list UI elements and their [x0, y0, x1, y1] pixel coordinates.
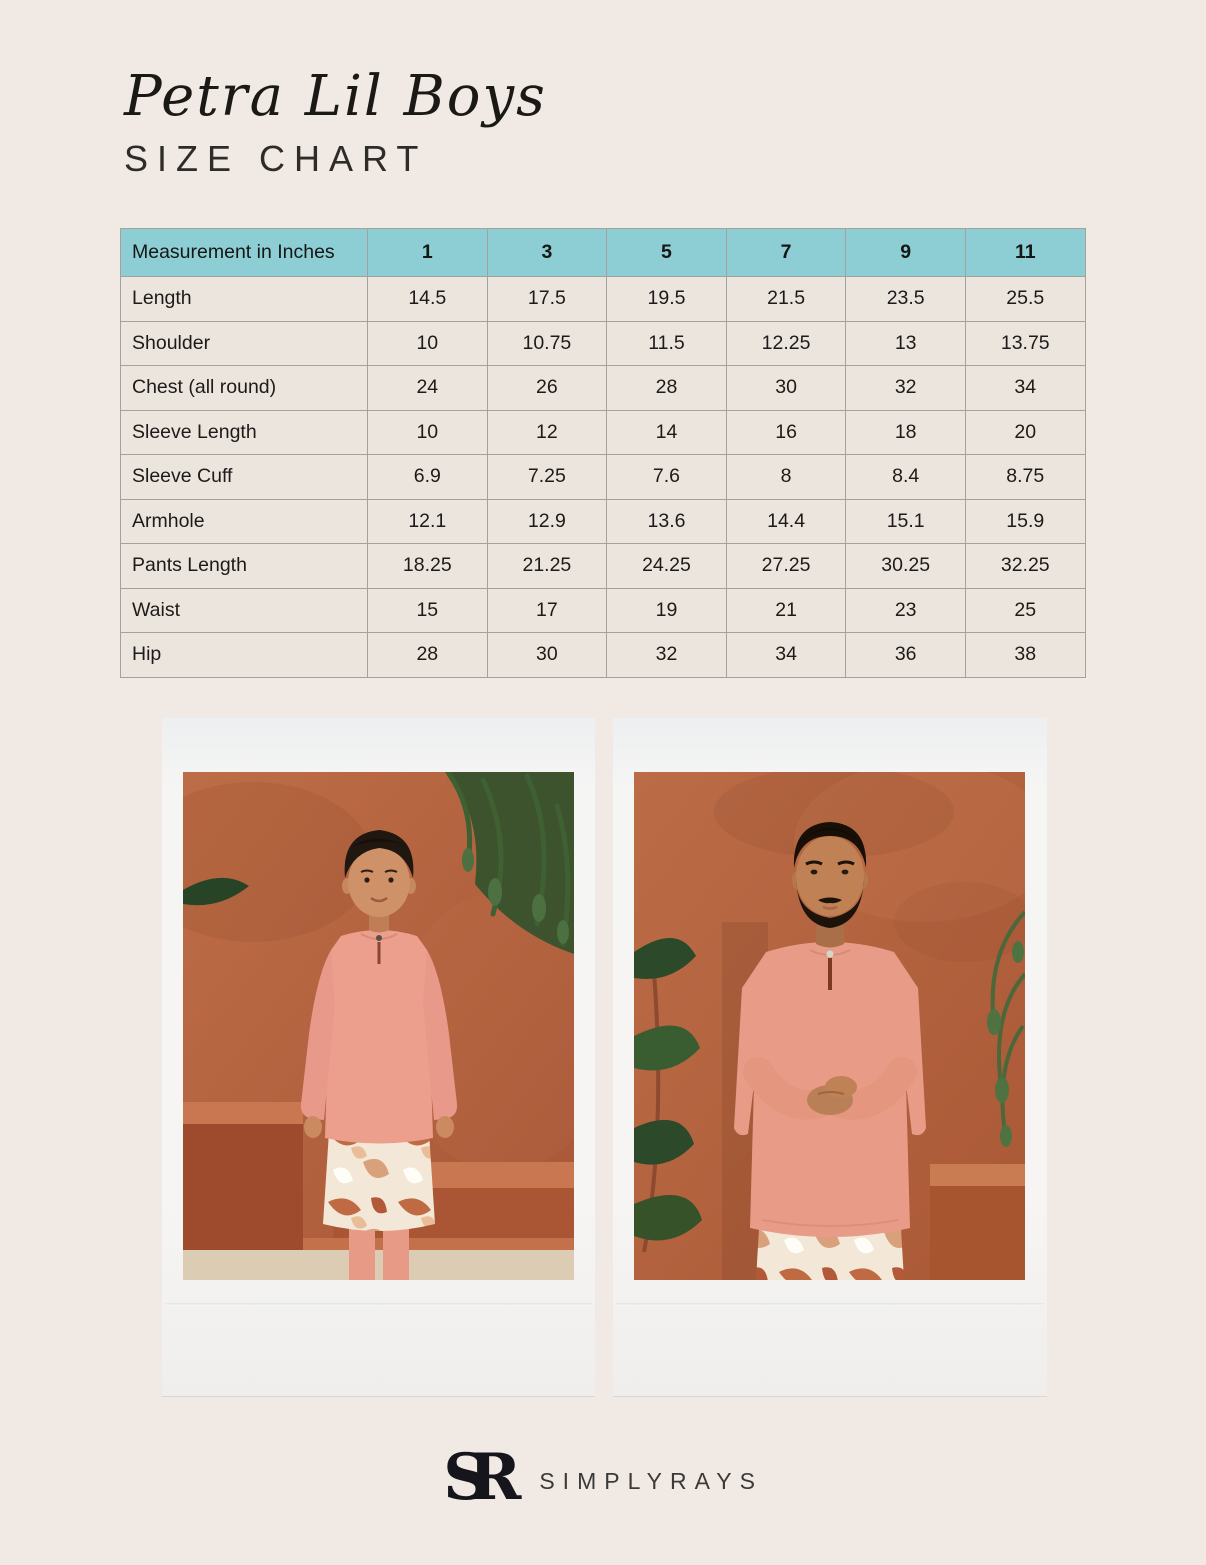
table-header-row	[121, 229, 1086, 277]
size-value-cell: 12.25	[726, 321, 846, 366]
size-value-cell: 12	[487, 410, 607, 455]
size-value-cell: 30	[487, 633, 607, 678]
size-value-cell: 12.1	[368, 499, 488, 544]
size-value-cell: 10	[368, 410, 488, 455]
size-value-cell: 28	[368, 633, 488, 678]
size-value-cell: 11.5	[607, 321, 727, 366]
polaroid-crease	[165, 1303, 592, 1306]
measurement-label: Shoulder	[121, 321, 368, 366]
size-value-cell: 14.5	[368, 277, 488, 322]
polaroid-frame-man	[613, 718, 1047, 1397]
size-value-cell: 25	[965, 588, 1085, 633]
table-row	[121, 455, 1086, 500]
size-value-cell: 15.1	[846, 499, 966, 544]
size-value-cell: 18.25	[368, 544, 488, 589]
size-value-cell: 20	[965, 410, 1085, 455]
header-size-11: 11	[965, 229, 1085, 277]
photo-boy	[183, 772, 574, 1280]
size-value-cell: 28	[607, 366, 727, 411]
size-value-cell: 13.75	[965, 321, 1085, 366]
size-value-cell: 12.9	[487, 499, 607, 544]
size-value-cell: 38	[965, 633, 1085, 678]
size-value-cell: 10.75	[487, 321, 607, 366]
header-size-5: 5	[607, 229, 727, 277]
size-value-cell: 21.25	[487, 544, 607, 589]
size-value-cell: 15.9	[965, 499, 1085, 544]
size-value-cell: 17.5	[487, 277, 607, 322]
brand-footer	[0, 1440, 1206, 1515]
measurement-label: Waist	[121, 588, 368, 633]
brand-monogram-logo: SR	[443, 1440, 501, 1515]
size-value-cell: 6.9	[368, 455, 488, 500]
size-value-cell: 32.25	[965, 544, 1085, 589]
size-value-cell: 23.5	[846, 277, 966, 322]
measurement-label: Armhole	[121, 499, 368, 544]
size-value-cell: 30.25	[846, 544, 966, 589]
table-row	[121, 499, 1086, 544]
title-block	[124, 62, 547, 180]
size-value-cell: 26	[487, 366, 607, 411]
header-size-9: 9	[846, 229, 966, 277]
size-value-cell: 27.25	[726, 544, 846, 589]
measurement-label: Chest (all round)	[121, 366, 368, 411]
size-value-cell: 34	[726, 633, 846, 678]
header-size-3: 3	[487, 229, 607, 277]
size-value-cell: 7.25	[487, 455, 607, 500]
polaroid-frame-boy	[162, 718, 595, 1397]
header-size-1: 1	[368, 229, 488, 277]
size-value-cell: 36	[846, 633, 966, 678]
size-value-cell: 21	[726, 588, 846, 633]
measurement-label: Sleeve Cuff	[121, 455, 368, 500]
size-value-cell: 8.4	[846, 455, 966, 500]
measurement-label: Pants Length	[121, 544, 368, 589]
size-value-cell: 14	[607, 410, 727, 455]
size-value-cell: 23	[846, 588, 966, 633]
measurement-label: Length	[121, 277, 368, 322]
brand-name: SIMPLYRAYS	[539, 1467, 763, 1494]
table-row	[121, 544, 1086, 589]
photo-boy-illustration	[183, 772, 574, 1280]
size-value-cell: 7.6	[607, 455, 727, 500]
measurement-label: Sleeve Length	[121, 410, 368, 455]
size-value-cell: 32	[846, 366, 966, 411]
size-chart-table	[120, 228, 1086, 678]
header-measurement-label: Measurement in Inches	[121, 229, 368, 277]
size-value-cell: 24	[368, 366, 488, 411]
size-value-cell: 10	[368, 321, 488, 366]
size-value-cell: 14.4	[726, 499, 846, 544]
table-row	[121, 321, 1086, 366]
size-value-cell: 21.5	[726, 277, 846, 322]
table-row	[121, 633, 1086, 678]
table-row	[121, 588, 1086, 633]
size-value-cell: 8	[726, 455, 846, 500]
size-value-cell: 18	[846, 410, 966, 455]
size-value-cell: 17	[487, 588, 607, 633]
size-value-cell: 19	[607, 588, 727, 633]
size-value-cell: 32	[607, 633, 727, 678]
size-value-cell: 13	[846, 321, 966, 366]
table-row	[121, 277, 1086, 322]
size-value-cell: 34	[965, 366, 1085, 411]
photo-man-illustration	[634, 772, 1025, 1280]
header-size-7: 7	[726, 229, 846, 277]
page-title: SIZE CHART	[124, 138, 428, 179]
polaroid-crease	[616, 1303, 1044, 1306]
size-value-cell: 24.25	[607, 544, 727, 589]
photo-man	[634, 772, 1025, 1280]
size-value-cell: 15	[368, 588, 488, 633]
size-value-cell: 25.5	[965, 277, 1085, 322]
size-value-cell: 13.6	[607, 499, 727, 544]
size-value-cell: 30	[726, 366, 846, 411]
size-value-cell: 16	[726, 410, 846, 455]
size-value-cell: 19.5	[607, 277, 727, 322]
size-value-cell: 8.75	[965, 455, 1085, 500]
collection-title: Petra Lil Boys	[124, 64, 547, 129]
table-row	[121, 410, 1086, 455]
measurement-label: Hip	[121, 633, 368, 678]
table-row	[121, 366, 1086, 411]
